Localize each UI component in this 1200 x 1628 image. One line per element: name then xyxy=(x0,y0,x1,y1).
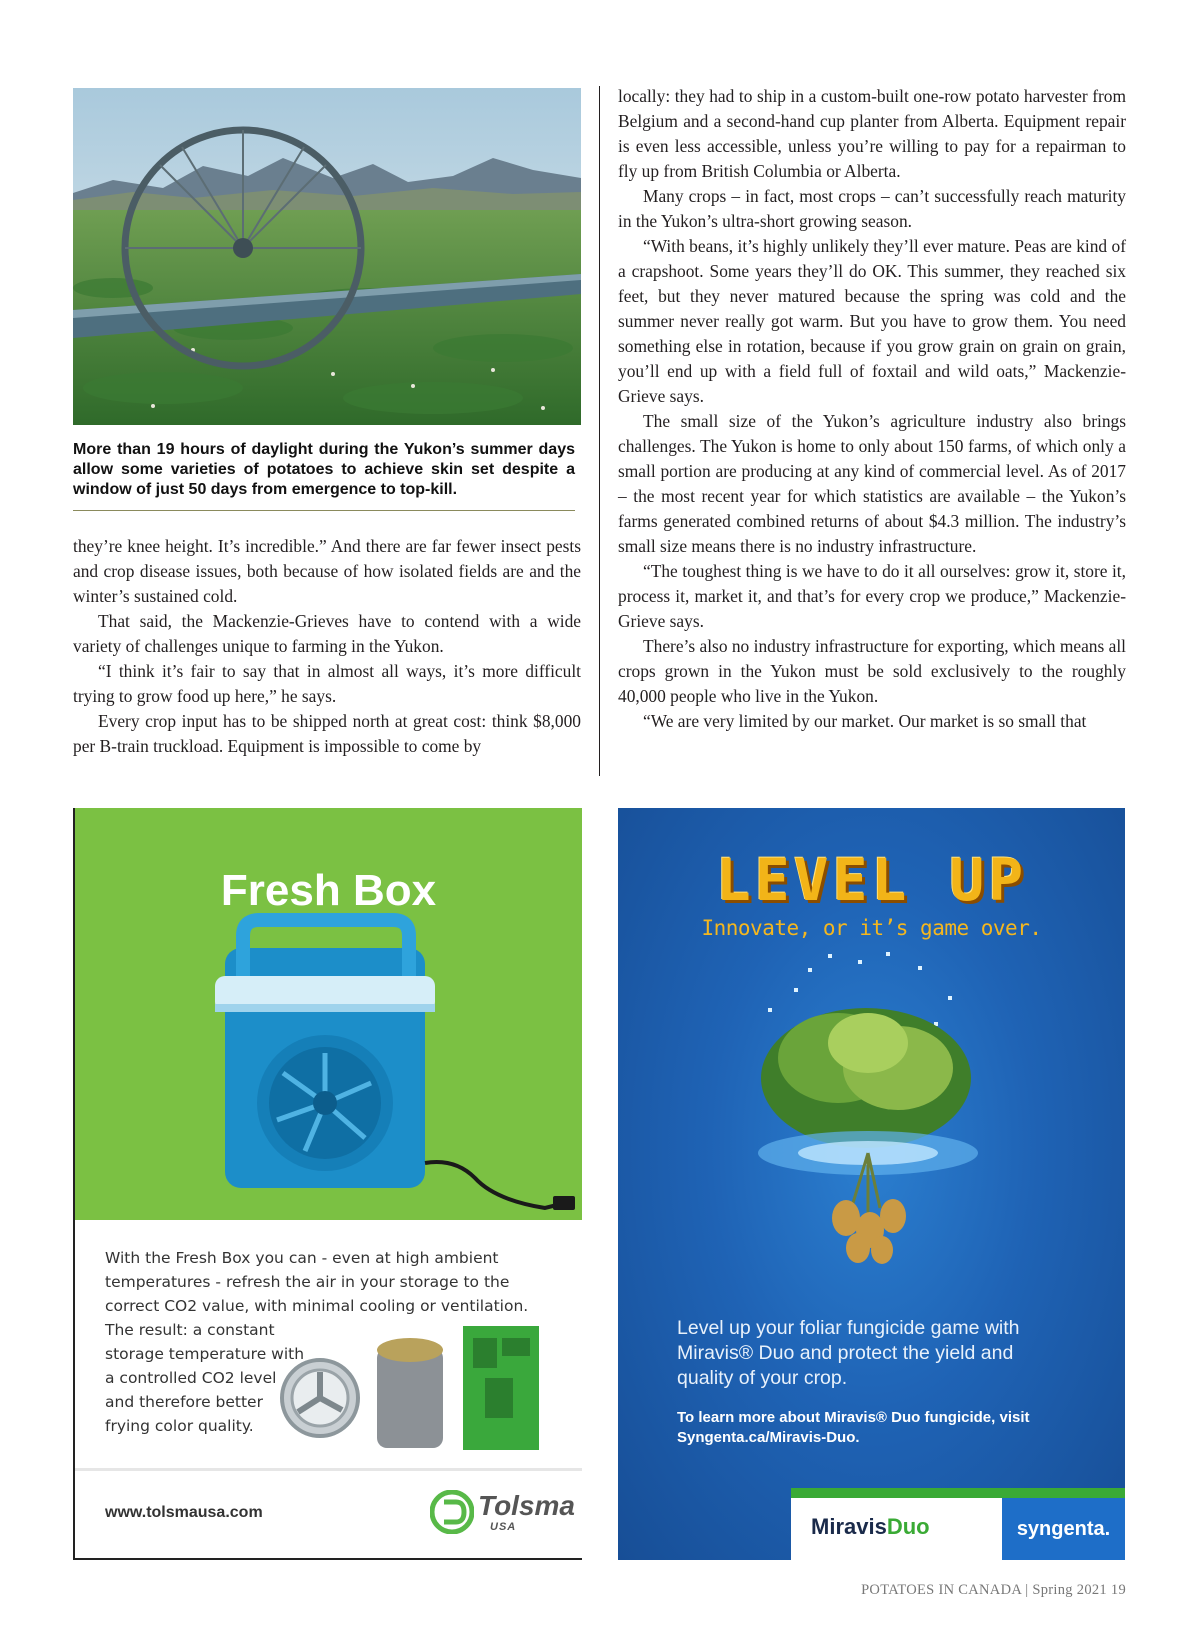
miravis-duo-advertisement[interactable] xyxy=(618,808,1125,1560)
article-paragraph: The small size of the Yukon’s agriculture industry also brings challenges. The Yukon is home to only about 150 farms, of which only a small portion are producing at any kind of commercial level. As of 2017 – the most recent year for which statistics are available – the Yukon’s farms generated combined returns of about $4.3 million. The industry’s small size means there is no industry infrastructure. xyxy=(618,411,1126,556)
article-left-column xyxy=(73,534,581,759)
ad-product-images xyxy=(280,1318,550,1458)
caption-divider xyxy=(73,510,575,511)
ad-title: Fresh Box xyxy=(220,866,437,915)
article-paragraph: That said, the Mackenzie-Grieves have to contend with a wide variety of challenges unique to farming in the Yukon. xyxy=(73,611,581,656)
ad-result-text: The result: a constant storage temperature with a controlled CO2 level and therefore better frying color quality. xyxy=(105,1321,305,1435)
article-paragraph: they’re knee height. It’s incredible.” And there are far fewer insect pests and crop disease issues, both because of how isolated fields are and the winter’s sustained cold. xyxy=(73,536,581,606)
article-paragraph: “The toughest thing is we have to do it all ourselves: grow it, store it, process it, market it, and that’s for every crop we produce,” Mackenzie-Grieve says. xyxy=(618,561,1126,631)
syngenta-logo: syngenta. xyxy=(1002,1498,1125,1560)
article-paragraph: “With beans, it’s highly unlikely they’ll ever mature. Peas are kind of a crapshoot. Some years they’ll do OK. This summer, they reached six feet, but they never matured because the spring was cold and the summer never really got warm. But you have to grow them. You need something else in rotation, because if you grow grain on grain on grain, you’ll end up with a field full of foxtail and wild oats,” Mackenzie-Grieve says. xyxy=(618,236,1126,406)
field-irrigation-photo xyxy=(73,88,581,425)
article-paragraph: Every crop input has to be shipped north at great cost: think $8,000 per B-train truckload. Equipment is impossible to come by xyxy=(73,711,581,756)
ad-footer-divider xyxy=(75,1468,582,1471)
ad-logo-band xyxy=(791,1488,1125,1560)
ad-headline: LEVEL UP xyxy=(715,846,1028,914)
article-paragraph: There’s also no industry infrastructure for exporting, which means all crops grown in the Yukon must be sold exclusively to the roughly 40,000 people who live in the Yukon. xyxy=(618,636,1126,706)
tolsma-logo-sub: USA xyxy=(490,1521,517,1533)
article-right-column xyxy=(618,84,1126,734)
photo-caption: More than 19 hours of daylight during the Yukon’s summer days allow some varieties of potatoes to achieve skin set despite a window of just 50 days from emergence to top-kill. xyxy=(73,441,575,498)
tolsma-logo-name: Tolsma xyxy=(478,1490,575,1521)
article-paragraph: locally: they had to ship in a custom-built one-row potato harvester from Belgium and a second-hand cup planter from Alberta. Equipment repair is even less accessible, unless you’re willing to pay for a repairman to fly up from British Columbia or Alberta. xyxy=(618,86,1126,181)
ad-copy: Level up your foliar fungicide game with Miravis® Duo and protect the yield and quality of your crop. xyxy=(677,1317,1020,1389)
article-paragraph: “I think it’s fair to say that in almost all ways, it’s more difficult trying to grow food up here,” he says. xyxy=(73,661,581,706)
ad-subheadline: Innovate, or it’s game over. xyxy=(701,916,1042,940)
pixel-plant-illustration xyxy=(618,948,1125,1308)
tolsma-logo xyxy=(430,1488,575,1538)
ad-call-to-action[interactable]: To learn more about Miravis® Duo fungicide, visit Syngenta.ca/Miravis-Duo. xyxy=(677,1409,1030,1446)
article-paragraph: “We are very limited by our market. Our market is so small that xyxy=(643,711,1087,731)
ad-body-text: With the Fresh Box you can - even at high ambient temperatures - refresh the air in your storage to the correct CO2 value, with minimal cooling or ventilation. xyxy=(105,1249,529,1315)
tolsma-logo-icon xyxy=(430,1490,474,1534)
miravis-logo-duo: Duo xyxy=(886,1514,930,1539)
article-paragraph: Many crops – in fact, most crops – can’t successfully reach maturity in the Yukon’s ultra-short growing season. xyxy=(618,186,1126,231)
miravis-duo-logo xyxy=(811,1514,930,1540)
ad-website-link[interactable]: www.tolsmausa.com xyxy=(105,1504,263,1521)
column-divider xyxy=(599,86,600,776)
miravis-logo-text: Miravis xyxy=(811,1514,887,1539)
freshbox-advertisement[interactable] xyxy=(73,808,582,1560)
page-folio: POTATOES IN CANADA | Spring 2021 19 xyxy=(861,1582,1126,1598)
